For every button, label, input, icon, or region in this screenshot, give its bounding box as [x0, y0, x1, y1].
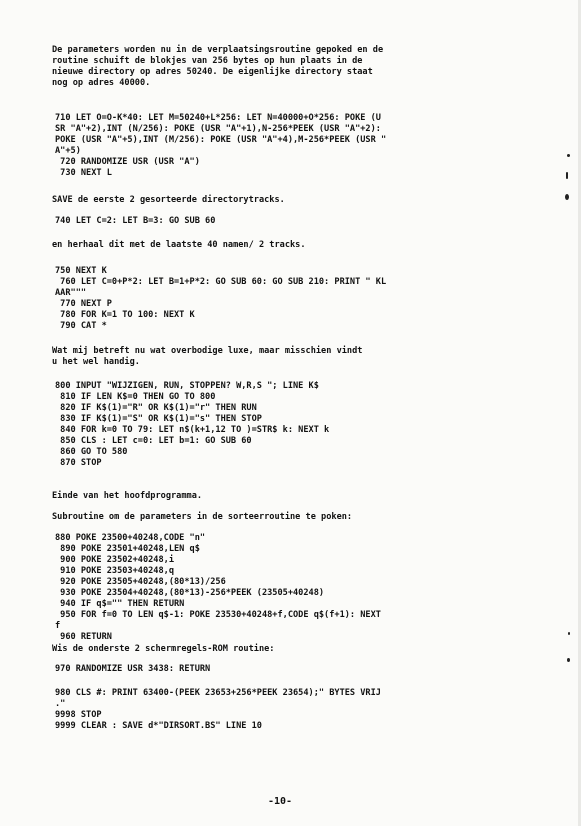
- margin-speck: [567, 658, 570, 662]
- margin-speck: [565, 194, 569, 200]
- paragraph-save-tracks: SAVE de eerste 2 gesorteerde directorytracks.: [52, 195, 285, 205]
- margin-speck: [566, 172, 568, 179]
- code-block-710-730: 710 LET O=O-K*40: LET M=50240+L*256: LET N=40000+O*256: POKE (U SR "A"+2),INT (N/256): POKE (USR "A"+1),N-256*PEEK (USR "A"+2): POKE (USR "A"+5),INT (M/256): POKE (USR "A"+4),M-256*PEEK (USR " A"+5) 720 RANDOMIZE USR (USR "A") 730 NEXT L: [55, 113, 387, 178]
- code-block-980-9999: 980 CLS #: PRINT 63400-(PEEK 23653+256*PEEK 23654);" BYTES VRIJ ." 9998 STOP 9999 CLEAR : SAVE d*"DIRSORT.BS" LINE 10: [55, 688, 381, 731]
- paragraph-luxury: Wat mij betreft nu wat overbodige luxe, maar misschien vindt u het wel handig.: [52, 346, 363, 367]
- margin-speck: [567, 154, 570, 157]
- paragraph-repeat: en herhaal dit met de laatste 40 namen/ 2 tracks.: [52, 240, 306, 250]
- paragraph-end-main: Einde van het hoofdprogramma.: [52, 491, 203, 501]
- code-line-970: 970 RANDOMIZE USR 3438: RETURN: [55, 664, 211, 674]
- code-line-740: 740 LET C=2: LET B=3: GO SUB 60: [55, 216, 216, 226]
- code-block-880-960: 880 POKE 23500+40248,CODE "n" 890 POKE 23501+40248,LEN q$ 900 POKE 23502+40248,i 910 POKE 23503+40248,q 920 POKE 23505+40248,(80*13)/256 930 POKE 23504+40248,(80*13)-256*PEEK (23505+40248) 940 IF q$="" THEN RETURN 950 FOR f=0 TO LEN q$-1: POKE 23530+40248+f,CODE q$(f+1): NEXT f 960 RETURN: [55, 533, 381, 642]
- page-number: -10-: [268, 796, 293, 807]
- paragraph-subroutine: Subroutine om de parameters in de sorteerroutine te poken:: [52, 512, 353, 522]
- code-block-800-870: 800 INPUT "WIJZIGEN, RUN, STOPPEN? W,R,S "; LINE K$ 810 IF LEN K$=0 THEN GO TO 800 820 IF K$(1)="R" OR K$(1)="r" THEN RUN 830 IF K$(1)="S" OR K$(1)="s" THEN STOP 840 FOR k=0 TO 79: LET n$(k+1,12 TO )=STR$ k: NEXT k 850 CLS : LET c=0: LET b=1: GO SUB 60 860 GO TO 580 870 STOP: [55, 381, 330, 468]
- margin-speck: [568, 632, 570, 635]
- paragraph-intro: De parameters worden nu in de verplaatsingsroutine gepoked en de routine schuift de blokjes van 256 bytes op hun plaats in de nieuwe directory op adres 50240. De eigenlijke directory staat nog op adres 40000.: [52, 45, 384, 88]
- paragraph-rom-routine: Wis de onderste 2 schermregels-ROM routine:: [52, 644, 275, 654]
- code-block-750-790: 750 NEXT K 760 LET C=0+P*2: LET B=1+P*2: GO SUB 60: GO SUB 210: PRINT " KL AAR""" 770 NEXT P 780 FOR K=1 TO 100: NEXT K 790 CAT *: [55, 266, 387, 331]
